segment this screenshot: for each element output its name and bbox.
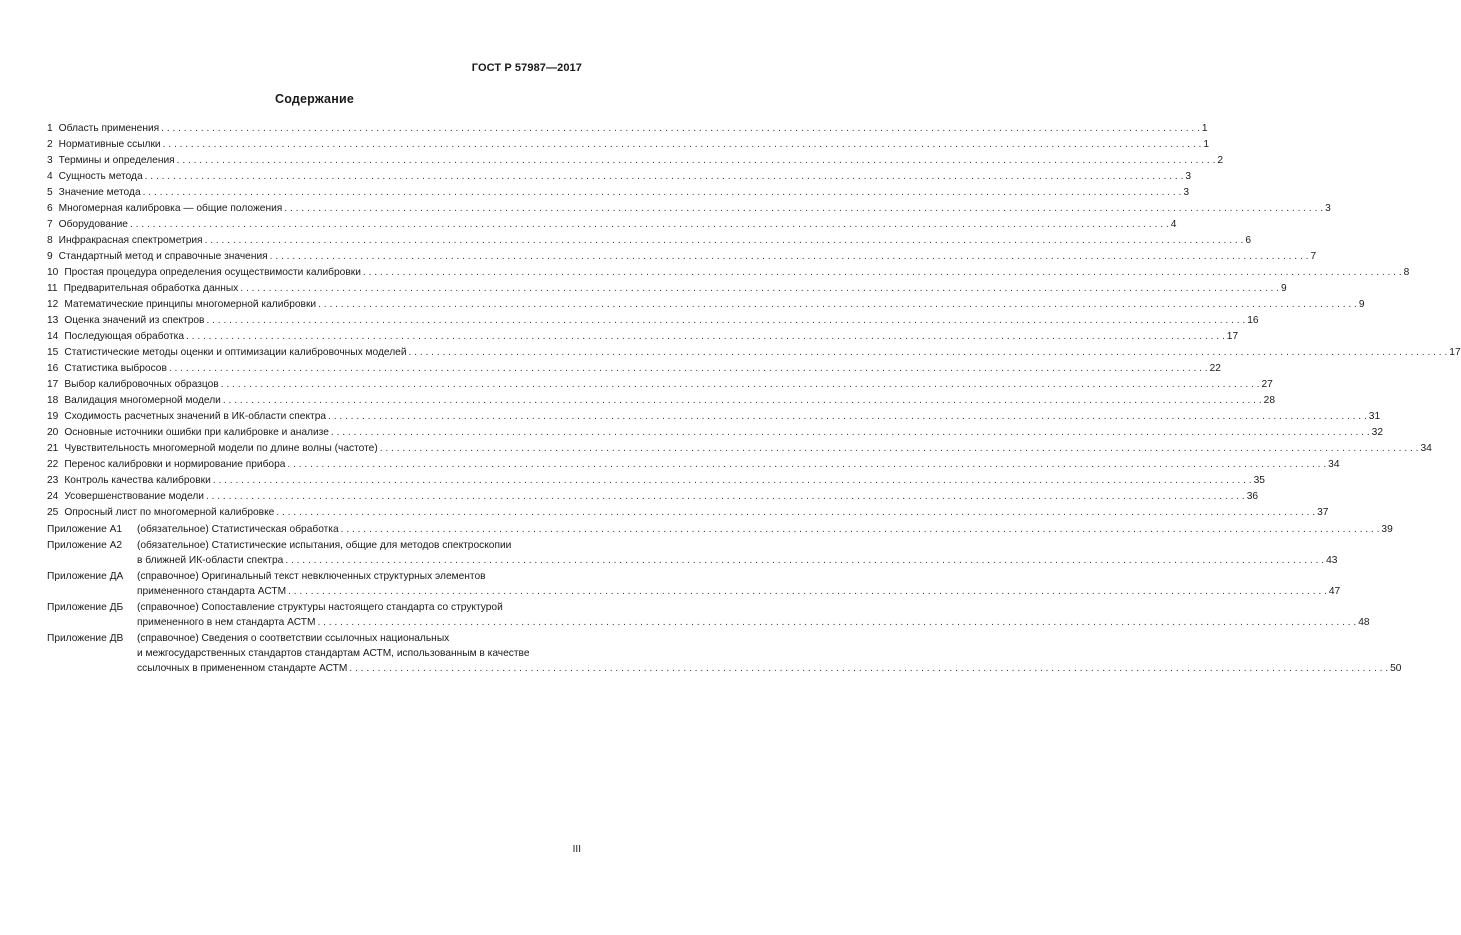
dot-leader xyxy=(268,249,1311,265)
appendix-page: 48 xyxy=(1358,617,1370,628)
toc-entry-title: Чувствительность многомерной модели по длине волны (частоте) xyxy=(64,443,378,454)
toc-entry-number: 11 xyxy=(47,283,58,294)
toc-appendices xyxy=(47,522,1402,676)
toc-entry[interactable] xyxy=(47,281,1287,297)
toc-entry-number: 13 xyxy=(47,315,59,326)
toc-entry[interactable] xyxy=(47,201,1331,217)
toc-entry[interactable] xyxy=(47,137,1210,153)
toc-entry-page: 35 xyxy=(1253,475,1265,486)
toc-entry-page: 36 xyxy=(1246,491,1259,502)
dot-leader xyxy=(219,377,1262,393)
appendix-title-last-line: примененного стандарта АСТМ xyxy=(137,586,287,597)
toc-entry[interactable] xyxy=(47,361,1221,377)
dot-leader xyxy=(361,265,1404,281)
toc-entry-number: 14 xyxy=(47,331,59,342)
toc-entry[interactable] xyxy=(47,409,1381,425)
toc-entry[interactable] xyxy=(47,121,1208,137)
toc-entry-title: Область применения xyxy=(58,123,160,134)
toc-entry[interactable] xyxy=(47,265,1410,281)
toc-entry-title: Усовершенствование модели xyxy=(64,491,204,502)
toc-entry-title: Контроль качества калибровки xyxy=(64,475,211,486)
toc-entry-page: 28 xyxy=(1263,395,1275,406)
toc-entry-title: Математические принципы многомерной калибровки xyxy=(64,299,317,310)
toc-entry-page: 3 xyxy=(1185,171,1192,182)
appendix-page: 43 xyxy=(1326,555,1338,566)
toc-entry[interactable] xyxy=(47,441,1432,457)
toc-entry-page: 32 xyxy=(1371,427,1384,438)
toc-entry-number: 25 xyxy=(47,507,59,518)
toc-entry-number: 5 xyxy=(47,187,53,198)
toc-appendix[interactable] xyxy=(47,538,1338,568)
toc-entry-title: Валидация многомерной модели xyxy=(64,395,221,406)
dot-leader xyxy=(347,661,1390,676)
appendix-title-last-line: (обязательное) Статистическая обработка xyxy=(137,524,339,535)
toc-sections xyxy=(47,121,1461,521)
dot-leader xyxy=(326,409,1369,425)
toc-entry[interactable] xyxy=(47,377,1273,393)
toc-entry-title: Оборудование xyxy=(58,219,128,230)
dot-leader xyxy=(329,425,1372,441)
dot-leader xyxy=(274,505,1317,521)
toc-entry[interactable] xyxy=(47,489,1259,505)
appendix-page: 47 xyxy=(1328,586,1341,597)
toc-title: Содержание xyxy=(274,92,354,106)
toc-entry-number: 2 xyxy=(47,139,53,150)
toc-entry-page: 3 xyxy=(1325,203,1331,214)
toc-entry-title: Опросный лист по многомерной калибровке xyxy=(64,507,275,518)
dot-leader xyxy=(285,457,1328,473)
toc-entry[interactable] xyxy=(47,425,1384,441)
dot-leader xyxy=(128,217,1171,233)
toc-entry[interactable] xyxy=(47,185,1190,201)
dot-leader xyxy=(175,153,1218,169)
toc-entry[interactable] xyxy=(47,345,1461,361)
toc-entry-number: 22 xyxy=(47,459,59,470)
toc-entry-page: 1 xyxy=(1203,139,1210,150)
toc-entry-number: 23 xyxy=(47,475,59,486)
toc-entry-title: Выбор калибровочных образцов xyxy=(64,379,219,390)
toc-entry-number: 16 xyxy=(47,363,59,374)
toc-entry-number: 8 xyxy=(47,235,53,246)
toc-entry-page: 16 xyxy=(1247,315,1259,326)
appendix-title-line: (справочное) Сведения о соответствии ссылочных национальных xyxy=(137,633,450,644)
toc-entry-number: 21 xyxy=(47,443,59,454)
appendix-page: 50 xyxy=(1390,663,1402,674)
toc-entry-title: Термины и определения xyxy=(58,155,175,166)
toc-entry-page: 27 xyxy=(1261,379,1273,390)
toc-entry-title: Оценка значений из спектров xyxy=(64,315,205,326)
toc-entry-title: Стандартный метод и справочные значения xyxy=(58,251,268,262)
appendix-title-last-line: ссылочных в примененном стандарте АСТМ xyxy=(137,663,348,674)
dot-leader xyxy=(407,345,1450,361)
toc-entry[interactable] xyxy=(47,505,1329,521)
appendix-label: Приложение А2 xyxy=(47,540,123,551)
dot-leader xyxy=(286,584,1329,599)
dot-leader xyxy=(315,615,1358,630)
toc-entry-number: 15 xyxy=(47,347,59,358)
appendix-title-line: (справочное) Сопоставление структуры настоящего стандарта со структурой xyxy=(137,602,503,613)
toc-entry-title: Инфракрасная спектрометрия xyxy=(58,235,203,246)
toc-entry[interactable] xyxy=(47,313,1259,329)
dot-leader xyxy=(141,185,1184,201)
appendix-page: 39 xyxy=(1381,524,1393,535)
toc-appendix[interactable] xyxy=(47,631,1402,676)
dot-leader xyxy=(184,329,1227,345)
table-of-contents xyxy=(47,121,1461,676)
appendix-title-line: и межгосударственных стандартов стандартам АСТМ, использованным в качестве xyxy=(137,648,530,659)
dot-leader xyxy=(283,553,1326,568)
toc-entry-title: Значение метода xyxy=(58,187,141,198)
appendix-title-line: (справочное) Оригинальный текст невключенных структурных элементов xyxy=(137,571,486,582)
toc-entry-number: 3 xyxy=(47,155,53,166)
toc-entry-title: Предварительная обработка данных xyxy=(63,283,239,294)
dot-leader xyxy=(238,281,1281,297)
appendix-label: Приложение ДБ xyxy=(47,602,124,613)
toc-entry[interactable] xyxy=(47,217,1177,233)
toc-entry[interactable] xyxy=(47,153,1224,169)
toc-entry-page: 37 xyxy=(1317,507,1329,518)
toc-entry-page: 4 xyxy=(1170,219,1177,230)
toc-entry-page: 1 xyxy=(1201,123,1208,134)
appendix-label: Приложение ДА xyxy=(47,571,124,582)
dot-leader xyxy=(378,441,1421,457)
toc-entry-number: 6 xyxy=(47,203,53,214)
appendix-label: Приложение А1 xyxy=(47,524,123,535)
toc-entry-page: 3 xyxy=(1183,187,1190,198)
toc-entry-page: 2 xyxy=(1217,155,1224,166)
toc-entry[interactable] xyxy=(47,473,1265,489)
toc-entry-title: Нормативные ссылки xyxy=(58,139,161,150)
dot-leader xyxy=(316,297,1359,313)
toc-entry[interactable] xyxy=(47,169,1192,185)
toc-entry[interactable] xyxy=(47,249,1317,265)
toc-entry-number: 12 xyxy=(47,299,59,310)
toc-entry-number: 20 xyxy=(47,427,59,438)
toc-entry-page: 17 xyxy=(1226,331,1239,342)
toc-entry-title: Основные источники ошибки при калибровке и анализе xyxy=(64,427,329,438)
toc-entry-page: 7 xyxy=(1310,251,1317,262)
toc-entry-page: 9 xyxy=(1281,283,1287,294)
dot-leader xyxy=(159,121,1202,137)
toc-entry[interactable] xyxy=(47,329,1239,345)
toc-entry[interactable] xyxy=(47,393,1275,409)
toc-entry-page: 22 xyxy=(1209,363,1221,374)
toc-entry-page: 6 xyxy=(1245,235,1252,246)
standard-designation: ГОСТ Р 57987—2017 xyxy=(471,62,582,74)
toc-entry-number: 17 xyxy=(47,379,59,390)
page-number: III xyxy=(572,844,581,855)
dot-leader xyxy=(221,393,1264,409)
toc-entry-page: 34 xyxy=(1328,459,1340,470)
toc-entry-page: 9 xyxy=(1358,299,1365,310)
toc-entry-title: Последующая обработка xyxy=(64,331,185,342)
toc-entry-page: 34 xyxy=(1420,443,1432,454)
dot-leader xyxy=(167,361,1210,377)
toc-entry[interactable] xyxy=(47,233,1252,249)
appendix-title-last-line: примененного в нем стандарта АСТМ xyxy=(137,617,316,628)
toc-entry-title: Статистические методы оценки и оптимизации калибровочных моделей xyxy=(64,347,407,358)
toc-appendix[interactable] xyxy=(47,522,1393,537)
toc-entry-number: 1 xyxy=(47,123,53,134)
dot-leader xyxy=(339,522,1382,537)
toc-entry-page: 17 xyxy=(1449,347,1461,358)
toc-entry-page: 8 xyxy=(1403,267,1410,278)
toc-appendix[interactable] xyxy=(47,569,1341,599)
dot-leader xyxy=(282,201,1325,217)
dot-leader xyxy=(211,473,1254,489)
toc-entry[interactable] xyxy=(47,457,1340,473)
dot-leader xyxy=(203,233,1246,249)
toc-entry-title: Перенос калибровки и нормирование прибора xyxy=(64,459,286,470)
toc-entry-number: 10 xyxy=(47,267,59,278)
toc-entry-number: 18 xyxy=(47,395,59,406)
appendix-title-last-line: в ближней ИК-области спектра xyxy=(137,555,284,566)
toc-entry-number: 19 xyxy=(47,411,59,422)
appendix-label: Приложение ДВ xyxy=(47,633,124,644)
toc-entry-title: Многомерная калибровка — общие положения xyxy=(58,203,283,214)
dot-leader xyxy=(204,489,1247,505)
toc-entry-title: Статистика выбросов xyxy=(64,363,167,374)
toc-entry-title: Простая процедура определения осуществимости калибровки xyxy=(64,267,361,278)
toc-entry-number: 7 xyxy=(47,219,53,230)
toc-entry-page: 31 xyxy=(1368,411,1381,422)
toc-entry-number: 4 xyxy=(47,171,53,182)
toc-entry-number: 24 xyxy=(47,491,59,502)
toc-entry-title: Сущность метода xyxy=(58,171,143,182)
dot-leader xyxy=(143,169,1186,185)
toc-appendix[interactable] xyxy=(47,600,1370,630)
dot-leader xyxy=(161,137,1204,153)
toc-entry[interactable] xyxy=(47,297,1365,313)
toc-entry-title: Сходимость расчетных значений в ИК-области спектра xyxy=(64,411,327,422)
dot-leader xyxy=(204,313,1247,329)
appendix-title-line: (обязательное) Статистические испытания, общие для методов спектроскопии xyxy=(137,540,512,551)
toc-entry-number: 9 xyxy=(47,251,53,262)
